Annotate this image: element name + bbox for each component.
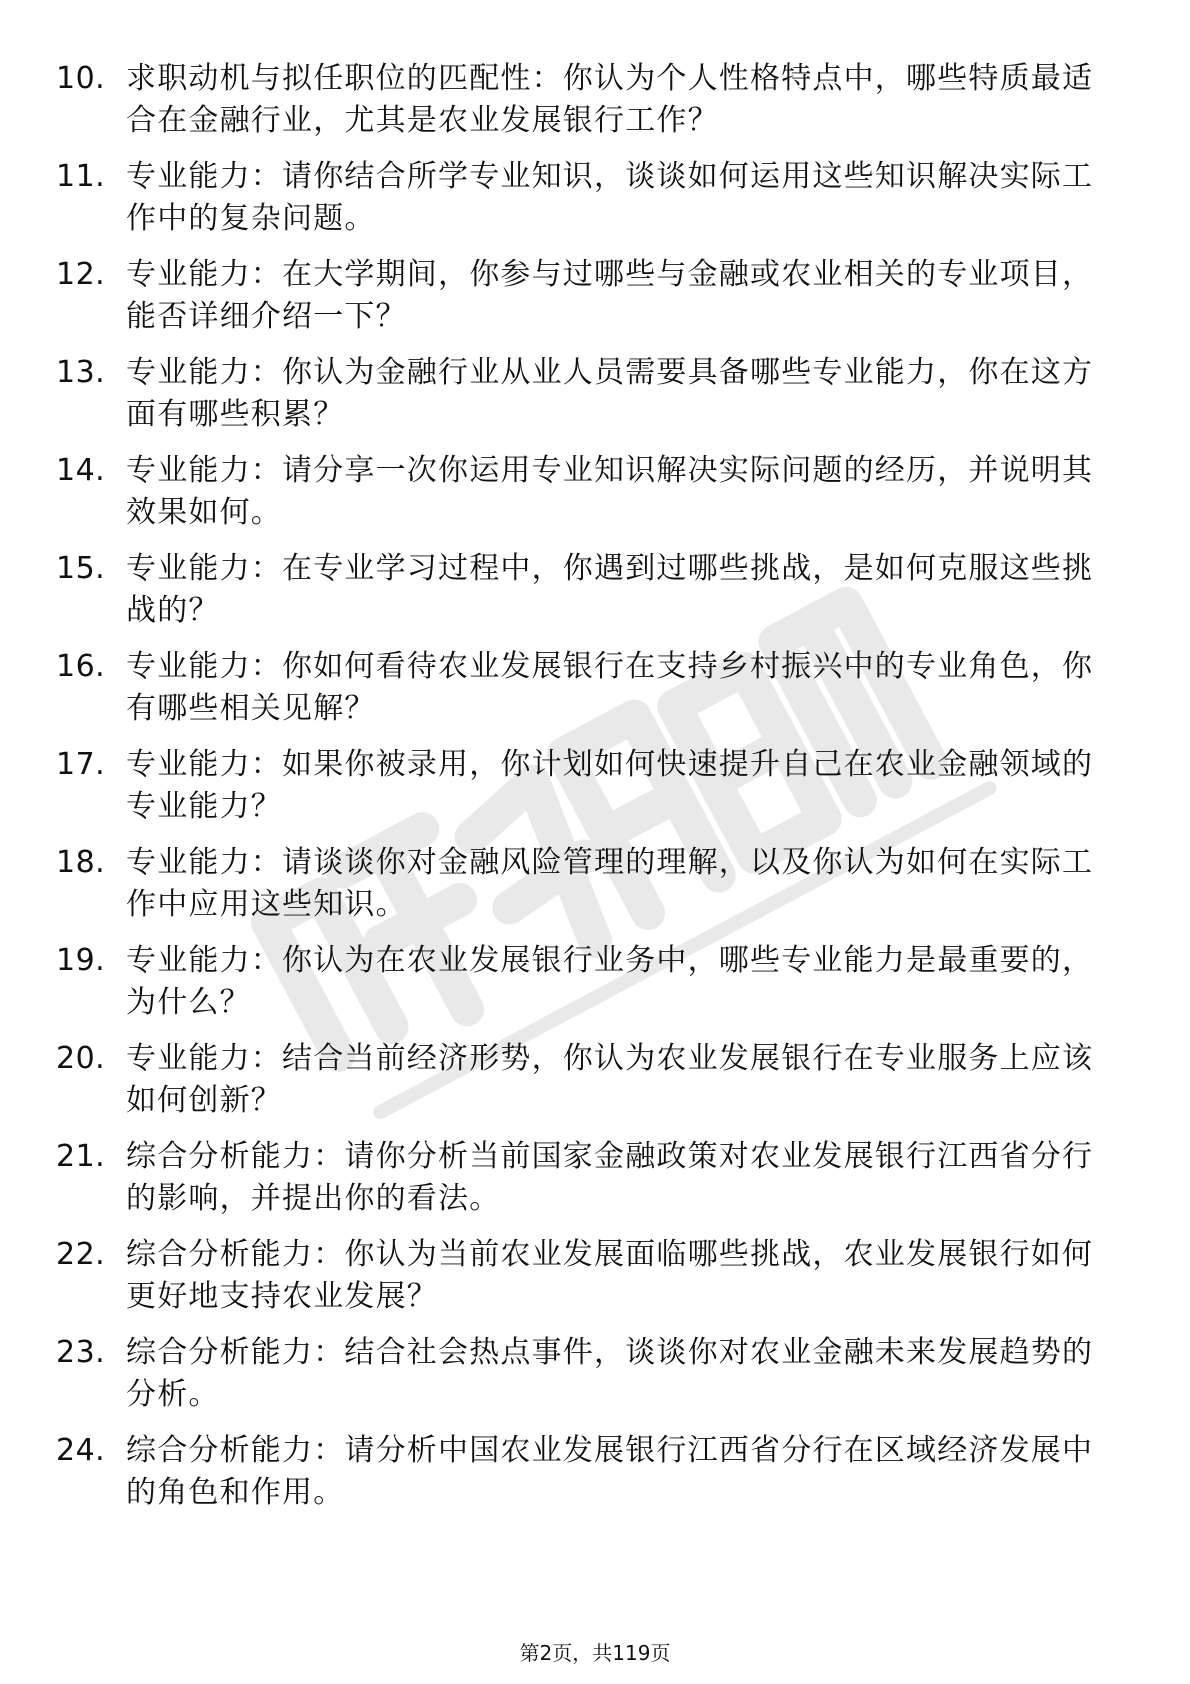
question-text: 专业能力：在大学期间，你参与过哪些与金融或农业相关的专业项目，能否详细介绍一下？ [126,257,1094,334]
question-number: 16. [56,649,106,684]
question-text: 专业能力：如果你被录用，你计划如何快速提升自己在农业金融领域的专业能力？ [126,747,1094,824]
question-text: 专业能力：请分享一次你运用专业知识解决实际问题的经历，并说明其效果如何。 [126,453,1094,530]
list-item [0,340,1190,438]
question-number: 22. [56,1237,106,1272]
question-text: 综合分析能力：结合社会热点事件，谈谈你对农业金融未来发展趋势的分析。 [126,1335,1094,1412]
list-item [0,46,1190,144]
question-text: 专业能力：你认为在农业发展银行业务中，哪些专业能力是最重要的，为什么？ [126,943,1094,1020]
list-item [0,1124,1190,1222]
question-text: 求职动机与拟任职位的匹配性：你认为个人性格特点中，哪些特质最适合在金融行业，尤其是农业发展银行工作？ [126,61,1094,138]
question-text: 综合分析能力：请分析中国农业发展银行江西省分行在区域经济发展中的角色和作用。 [126,1433,1094,1510]
question-number: 19. [56,943,106,978]
list-item [0,536,1190,634]
question-list [0,46,1190,1516]
question-text: 专业能力：在专业学习过程中，你遇到过哪些挑战，是如何克服这些挑战的？ [126,551,1094,628]
list-item [0,634,1190,732]
list-item [0,1026,1190,1124]
question-number: 17. [56,747,106,782]
question-text: 专业能力：你认为金融行业从业人员需要具备哪些专业能力，你在这方面有哪些积累？ [126,355,1094,432]
question-number: 15. [56,551,106,586]
question-number: 23. [56,1335,106,1370]
list-item [0,830,1190,928]
question-number: 24. [56,1433,106,1468]
list-item [0,1418,1190,1516]
page-footer: 第2页，共119页 [519,1641,671,1665]
question-text: 综合分析能力：你认为当前农业发展面临哪些挑战，农业发展银行如何更好地支持农业发展？ [126,1237,1094,1314]
list-item [0,1222,1190,1320]
list-item [0,242,1190,340]
question-text: 综合分析能力：请你分析当前国家金融政策对农业发展银行江西省分行的影响，并提出你的看法。 [126,1139,1094,1216]
list-item [0,928,1190,1026]
question-number: 13. [56,355,106,390]
question-number: 12. [56,257,106,292]
question-number: 10. [56,61,106,96]
question-number: 21. [56,1139,106,1174]
question-number: 11. [56,159,106,194]
question-number: 18. [56,845,106,880]
question-text: 专业能力：结合当前经济形势，你认为农业发展银行在专业服务上应该如何创新？ [126,1041,1094,1118]
question-text: 专业能力：请你结合所学专业知识，谈谈如何运用这些知识解决实际工作中的复杂问题。 [126,159,1094,236]
list-item [0,732,1190,830]
list-item [0,438,1190,536]
question-text: 专业能力：你如何看待农业发展银行在支持乡村振兴中的专业角色，你有哪些相关见解？ [126,649,1094,726]
list-item [0,144,1190,242]
question-number: 14. [56,453,106,488]
question-number: 20. [56,1041,106,1076]
question-text: 专业能力：请谈谈你对金融风险管理的理解，以及你认为如何在实际工作中应用这些知识。 [126,845,1094,922]
list-item [0,1320,1190,1418]
